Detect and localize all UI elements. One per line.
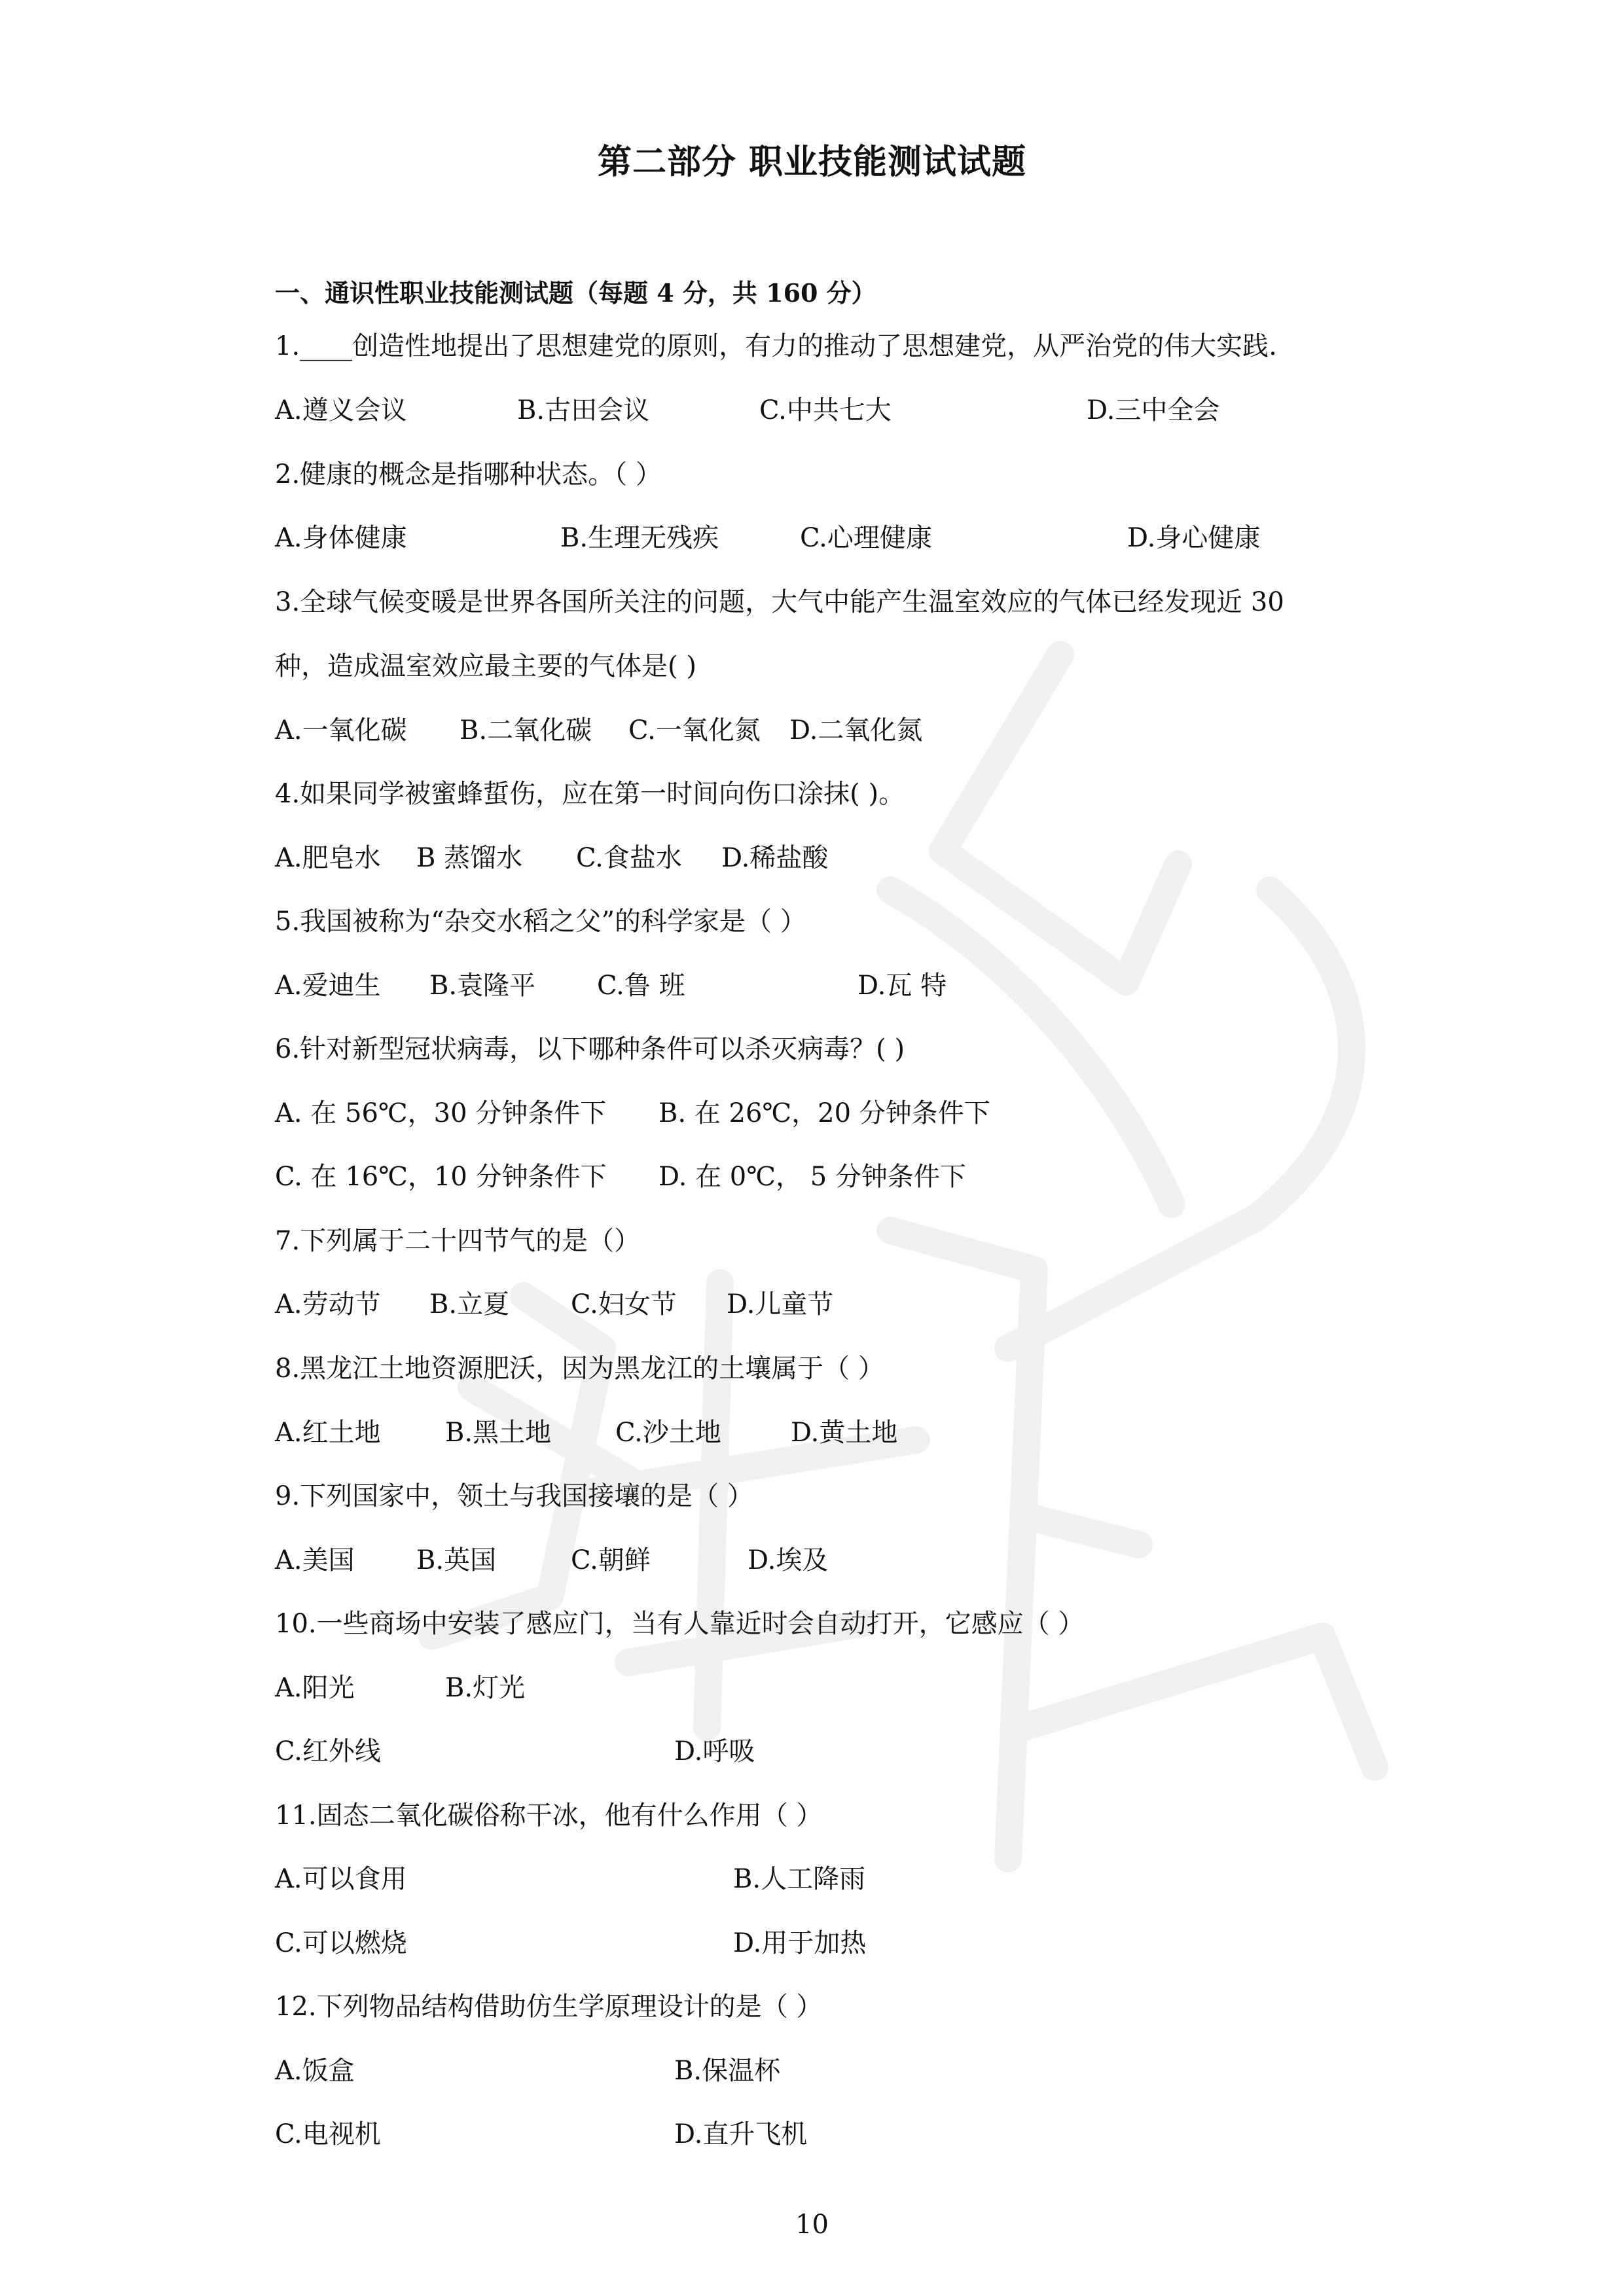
question-10-text: 10.一些商场中安装了感应门，当有人靠近时会自动打开，它感应（ ） <box>275 1609 1085 1639</box>
option-b: B 蒸馏水 <box>416 843 523 873</box>
page-number: 10 <box>795 2210 829 2240</box>
option-b: B.立夏 <box>429 1289 510 1319</box>
question-4-options <box>275 831 1388 885</box>
question-10-options-row-2 <box>275 1725 1388 1778</box>
option-a: A.可以食用 <box>275 1864 407 1894</box>
option-a: A.肥皂水 <box>275 843 381 873</box>
question-8-text: 8.黑龙江土地资源肥沃，因为黑龙江的土壤属于（ ） <box>275 1354 884 1384</box>
option-a: A. 在 56℃，30 分钟条件下 <box>275 1098 607 1128</box>
option-b: B.袁隆平 <box>429 971 536 1001</box>
option-a: A.劳动节 <box>275 1289 381 1319</box>
option-a: A.遵义会议 <box>275 395 407 425</box>
option-d: D.黄土地 <box>791 1418 898 1448</box>
question-7-options <box>275 1278 1388 1331</box>
option-b: B.黑土地 <box>445 1418 552 1448</box>
option-a: A.爱迪生 <box>275 971 381 1001</box>
option-d: D.三中全会 <box>1087 395 1220 425</box>
question-4-text: 4.如果同学被蜜蜂蜇伤，应在第一时间向伤口涂抹( )。 <box>275 779 905 809</box>
option-d: D.埃及 <box>748 1545 829 1575</box>
option-b: B.古田会议 <box>517 395 650 425</box>
option-c: C.红外线 <box>275 1736 381 1767</box>
option-d: D.呼吸 <box>674 1736 755 1767</box>
question-11-options-row-2 <box>275 1916 1388 1970</box>
question-12-text: 12.下列物品结构借助仿生学原理设计的是（ ） <box>275 1992 823 2022</box>
question-2-text: 2.健康的概念是指哪种状态。（ ） <box>275 459 662 490</box>
option-b: B.保温杯 <box>674 2056 781 2086</box>
option-b: B. 在 26℃，20 分钟条件下 <box>659 1098 990 1128</box>
question-1-options <box>275 384 1388 437</box>
option-c: C.心理健康 <box>800 523 932 553</box>
option-a: A.美国 <box>275 1545 355 1575</box>
question-3-text-cont: 种，造成温室效应最主要的气体是( ) <box>275 651 696 681</box>
option-c: C.食盐水 <box>576 843 682 873</box>
option-b: B.人工降雨 <box>733 1864 866 1894</box>
question-10-options-row-1 <box>275 1661 1388 1715</box>
option-b: B.英国 <box>416 1545 497 1575</box>
option-b: B.生理无残疾 <box>560 523 719 553</box>
option-a: A.红土地 <box>275 1418 381 1448</box>
option-c: C.鲁 班 <box>597 971 685 1001</box>
option-b: B.二氧化碳 <box>460 715 592 745</box>
question-6-text: 6.针对新型冠状病毒，以下哪种条件可以杀灭病毒？( ) <box>275 1034 905 1064</box>
option-c: C.电视机 <box>275 2119 381 2149</box>
question-12-options-row-2 <box>275 2108 1388 2161</box>
page-title: 第二部分 职业技能测试试题 <box>597 142 1027 182</box>
question-8-options <box>275 1406 1388 1460</box>
option-c: C.妇女节 <box>571 1289 677 1319</box>
question-12-options-row-1 <box>275 2044 1388 2098</box>
option-c: C.中共七大 <box>759 395 892 425</box>
question-9-options <box>275 1534 1388 1587</box>
question-11-options-row-1 <box>275 1852 1388 1906</box>
option-c: C.一氧化氮 <box>628 715 761 745</box>
option-d: D. 在 0℃， 5 分钟条件下 <box>659 1162 966 1192</box>
question-3-text: 3.全球气候变暖是世界各国所关注的问题，大气中能产生温室效应的气体已经发现近 30 <box>275 587 1284 617</box>
question-3-options <box>275 704 1388 757</box>
option-a: A.一氧化碳 <box>275 715 407 745</box>
question-2-options <box>275 511 1388 565</box>
option-d: D.二氧化氮 <box>789 715 923 745</box>
option-a: A.身体健康 <box>275 523 407 553</box>
question-5-options <box>275 959 1388 1013</box>
question-6-options-row-2 <box>275 1150 1388 1204</box>
option-d: D.稀盐酸 <box>721 843 829 873</box>
option-d: D.身心健康 <box>1127 523 1261 553</box>
option-d: D.儿童节 <box>727 1289 834 1319</box>
option-c: C.朝鲜 <box>571 1545 651 1575</box>
section-heading: 一、通识性职业技能测试题（每题 4 分，共 160 分） <box>275 278 876 308</box>
question-11-text: 11.固态二氧化碳俗称干冰，他有什么作用（ ） <box>275 1801 823 1831</box>
question-6-options-row-1 <box>275 1086 1388 1140</box>
option-c: C. 在 16℃，10 分钟条件下 <box>275 1162 607 1192</box>
question-5-text: 5.我国被称为“杂交水稻之父”的科学家是（ ） <box>275 906 806 937</box>
option-c: C.可以燃烧 <box>275 1928 407 1958</box>
option-c: C.沙土地 <box>615 1418 721 1448</box>
option-a: A.饭盒 <box>275 2056 355 2086</box>
option-d: D.用于加热 <box>733 1928 867 1958</box>
option-a: A.阳光 <box>275 1673 355 1703</box>
question-1-text: 1.____创造性地提出了思想建党的原则，有力的推动了思想建党，从严治党的伟大实践. <box>275 331 1277 361</box>
question-7-text: 7.下列属于二十四节气的是（） <box>275 1226 641 1256</box>
option-d: D.瓦 特 <box>857 971 947 1001</box>
option-d: D.直升飞机 <box>674 2119 808 2149</box>
option-b: B.灯光 <box>445 1673 526 1703</box>
question-9-text: 9.下列国家中，领土与我国接壤的是（ ） <box>275 1481 753 1511</box>
